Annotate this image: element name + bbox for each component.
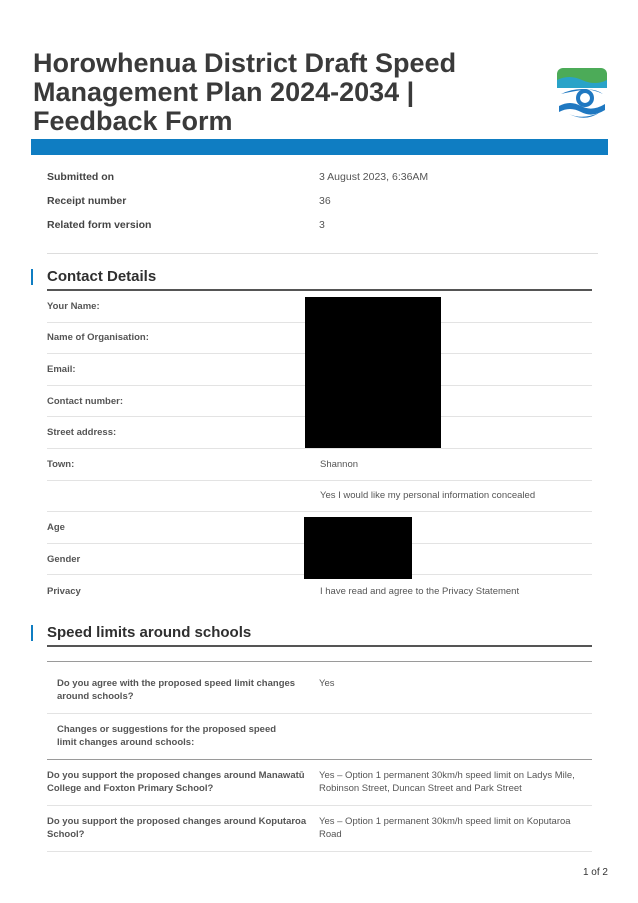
table-row: [47, 449, 592, 481]
field-value: Yes I would like my personal information concealed: [320, 490, 536, 502]
table-row: [47, 481, 592, 513]
schools-section-header: [31, 624, 251, 641]
document-title: [33, 49, 463, 136]
field-label: Street address:: [47, 427, 117, 439]
council-logo-icon: [555, 66, 609, 120]
meta-value: 3 August 2023, 6:36AM: [319, 171, 429, 183]
field-label: Town:: [47, 458, 75, 470]
question-label: Do you support the proposed changes around Manawatū College and Foxton Primary School?: [47, 770, 305, 794]
contact-section-header: [31, 268, 156, 285]
meta-label: Receipt number: [47, 195, 127, 207]
meta-label: Submitted on: [47, 171, 115, 183]
section-rule: [47, 645, 592, 647]
field-value: I have read and agree to the Privacy Statement: [320, 585, 520, 597]
field-label: Privacy: [47, 585, 81, 597]
meta-row: [47, 213, 598, 237]
meta-row: [47, 189, 598, 213]
meta-label: Related form version: [47, 219, 152, 231]
field-label: Name of Organisation:: [47, 332, 149, 344]
field-label: Email:: [47, 363, 76, 375]
field-label: Age: [47, 521, 65, 533]
header-band: [31, 139, 608, 155]
page-number: 1 of 2: [582, 867, 608, 878]
field-label: Gender: [47, 553, 81, 565]
field-label: Contact number:: [47, 395, 123, 407]
title-line-1: Horowhenua District Draft Speed: [33, 48, 457, 78]
answer-value: Yes – Option 1 permanent 30km/h speed limit on Ladys Mile, Robinson Street, Duncan Street and Park Street: [319, 770, 575, 794]
question-label: Do you support the proposed changes around Koputaroa School?: [47, 816, 307, 840]
table-row: [47, 714, 592, 760]
table-row: [47, 661, 592, 714]
title-line-2: Management Plan 2024-2034 |: [33, 77, 415, 107]
answer-value: [319, 724, 592, 749]
table-row: [47, 575, 592, 607]
answer-value: Yes: [319, 678, 335, 689]
meta-value: 3: [319, 219, 325, 231]
title-line-3: Feedback Form: [33, 106, 233, 136]
question-label: Do you agree with the proposed speed limit changes around schools?: [57, 678, 296, 702]
section-title: Speed limits around schools: [47, 624, 252, 641]
redaction-block: [304, 517, 412, 579]
table-row: [47, 806, 592, 852]
question-label: Changes or suggestions for the proposed speed limit changes around schools:: [57, 724, 277, 748]
divider: [47, 253, 598, 254]
redaction-block: [305, 297, 441, 448]
answer-value: Yes – Option 1 permanent 30km/h speed limit on Koputaroa Road: [319, 816, 571, 840]
meta-value: 36: [319, 195, 331, 207]
schools-table: [47, 661, 592, 852]
section-title: Contact Details: [47, 268, 157, 285]
field-value: Shannon: [320, 458, 359, 470]
table-row: [47, 760, 592, 806]
section-marker: [31, 625, 33, 641]
submission-meta: [47, 165, 598, 237]
field-label: Your Name:: [47, 300, 100, 312]
section-marker: [31, 269, 33, 285]
meta-row: [47, 165, 598, 189]
